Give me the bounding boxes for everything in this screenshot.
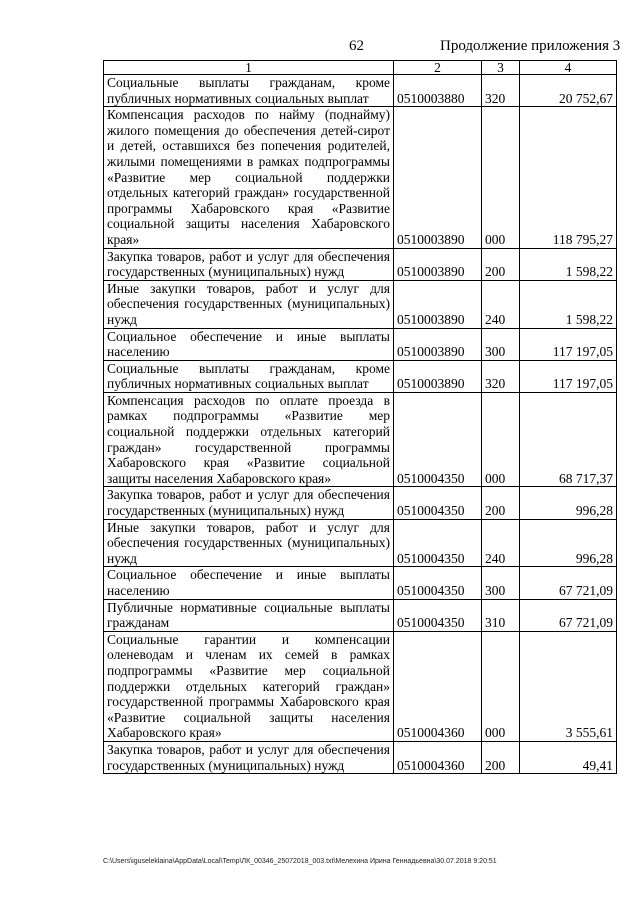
row-sum: 1 598,22: [520, 280, 617, 328]
row-vr: 300: [482, 328, 520, 360]
row-name: Компенсация расходов по найму (поднайму) жилого помещения до обеспечения детей-сирот и детей, оставшихся без попечения родителей, жилыми помещениями в рамках подпрограммы «Развитие мер социальной поддержки отдельных категорий граждан» государственной программы Хабаровского края «Развитие социальной защиты населения Хабаровского края»: [104, 107, 394, 248]
row-vr: 000: [482, 631, 520, 741]
row-csr: 0510003880: [394, 75, 482, 107]
column-header-name: 1: [104, 61, 394, 75]
table-row: [104, 248, 617, 280]
table-row: [104, 328, 617, 360]
column-header-csr: 2: [394, 61, 482, 75]
row-sum: 3 555,61: [520, 631, 617, 741]
row-csr: 0510004350: [394, 392, 482, 487]
row-csr: 0510003890: [394, 107, 482, 248]
row-name: Закупка товаров, работ и услуг для обеспечения государственных (муниципальных) нужд: [104, 741, 394, 773]
row-sum: 20 752,67: [520, 75, 617, 107]
row-sum: 996,28: [520, 487, 617, 519]
row-sum: 117 197,05: [520, 360, 617, 392]
row-vr: 320: [482, 75, 520, 107]
row-sum: 67 721,09: [520, 567, 617, 599]
table-row: [104, 599, 617, 631]
budget-table: [103, 60, 617, 774]
row-vr: 240: [482, 519, 520, 567]
row-csr: 0510003890: [394, 280, 482, 328]
row-csr: 0510004350: [394, 567, 482, 599]
table-row: [104, 741, 617, 773]
row-name: Компенсация расходов по оплате проезда в рамках подпрограммы «Развитие мер социальной поддержки отдельных категорий граждан» государственной программы Хабаровского края «Развитие социальной защиты населения Хабаровского края»: [104, 392, 394, 487]
table-row: [104, 75, 617, 107]
table-header-row: [104, 61, 617, 75]
continuation-title: Продолжение приложения 3: [440, 38, 621, 54]
row-name: Иные закупки товаров, работ и услуг для обеспечения государственных (муниципальных) нужд: [104, 519, 394, 567]
row-vr: 200: [482, 741, 520, 773]
row-vr: 320: [482, 360, 520, 392]
row-vr: 240: [482, 280, 520, 328]
row-sum: 996,28: [520, 519, 617, 567]
row-vr: 200: [482, 487, 520, 519]
row-sum: 49,41: [520, 741, 617, 773]
table-row: [104, 519, 617, 567]
row-csr: 0510004350: [394, 487, 482, 519]
table-row: [104, 392, 617, 487]
table-row: [104, 107, 617, 248]
row-name: Социальные выплаты гражданам, кроме публичных нормативных социальных выплат: [104, 360, 394, 392]
row-csr: 0510004360: [394, 741, 482, 773]
row-name: Закупка товаров, работ и услуг для обеспечения государственных (муниципальных) нужд: [104, 487, 394, 519]
row-sum: 118 795,27: [520, 107, 617, 248]
row-vr: 200: [482, 248, 520, 280]
row-sum: 68 717,37: [520, 392, 617, 487]
row-csr: 0510004350: [394, 519, 482, 567]
row-vr: 000: [482, 107, 520, 248]
row-name: Закупка товаров, работ и услуг для обеспечения государственных (муниципальных) нужд: [104, 248, 394, 280]
row-vr: 310: [482, 599, 520, 631]
row-csr: 0510003890: [394, 248, 482, 280]
row-name: Социальные выплаты гражданам, кроме публичных нормативных социальных выплат: [104, 75, 394, 107]
row-vr: 300: [482, 567, 520, 599]
column-header-sum: 4: [520, 61, 617, 75]
column-header-vr: 3: [482, 61, 520, 75]
row-name: Публичные нормативные социальные выплаты гражданам: [104, 599, 394, 631]
row-csr: 0510003890: [394, 328, 482, 360]
row-sum: 117 197,05: [520, 328, 617, 360]
row-sum: 67 721,09: [520, 599, 617, 631]
table-row: [104, 631, 617, 741]
table-row: [104, 280, 617, 328]
row-csr: 0510003890: [394, 360, 482, 392]
row-csr: 0510004360: [394, 631, 482, 741]
row-name: Иные закупки товаров, работ и услуг для обеспечения государственных (муниципальных) нужд: [104, 280, 394, 328]
row-name: Социальное обеспечение и иные выплаты населению: [104, 328, 394, 360]
table-row: [104, 567, 617, 599]
row-csr: 0510004350: [394, 599, 482, 631]
table-row: [104, 360, 617, 392]
table-row: [104, 487, 617, 519]
row-name: Социальные гарантии и компенсации оленеводам и членам их семей в рамках подпрограммы «Развитие мер социальной поддержки отдельных категорий граждан» государственной программы Хабаровского края «Развитие социальной защиты населения Хабаровского края»: [104, 631, 394, 741]
row-name: Социальное обеспечение и иные выплаты населению: [104, 567, 394, 599]
row-vr: 000: [482, 392, 520, 487]
page-number: 62: [349, 38, 364, 54]
row-sum: 1 598,22: [520, 248, 617, 280]
footer-file-path: C:\Users\iguseleklaina\AppData\Local\Temp\ЛК_00346_25072018_003.txt\Мелехина Ирина Геннадьевна\30.07.2018 9:20:51: [103, 858, 497, 865]
